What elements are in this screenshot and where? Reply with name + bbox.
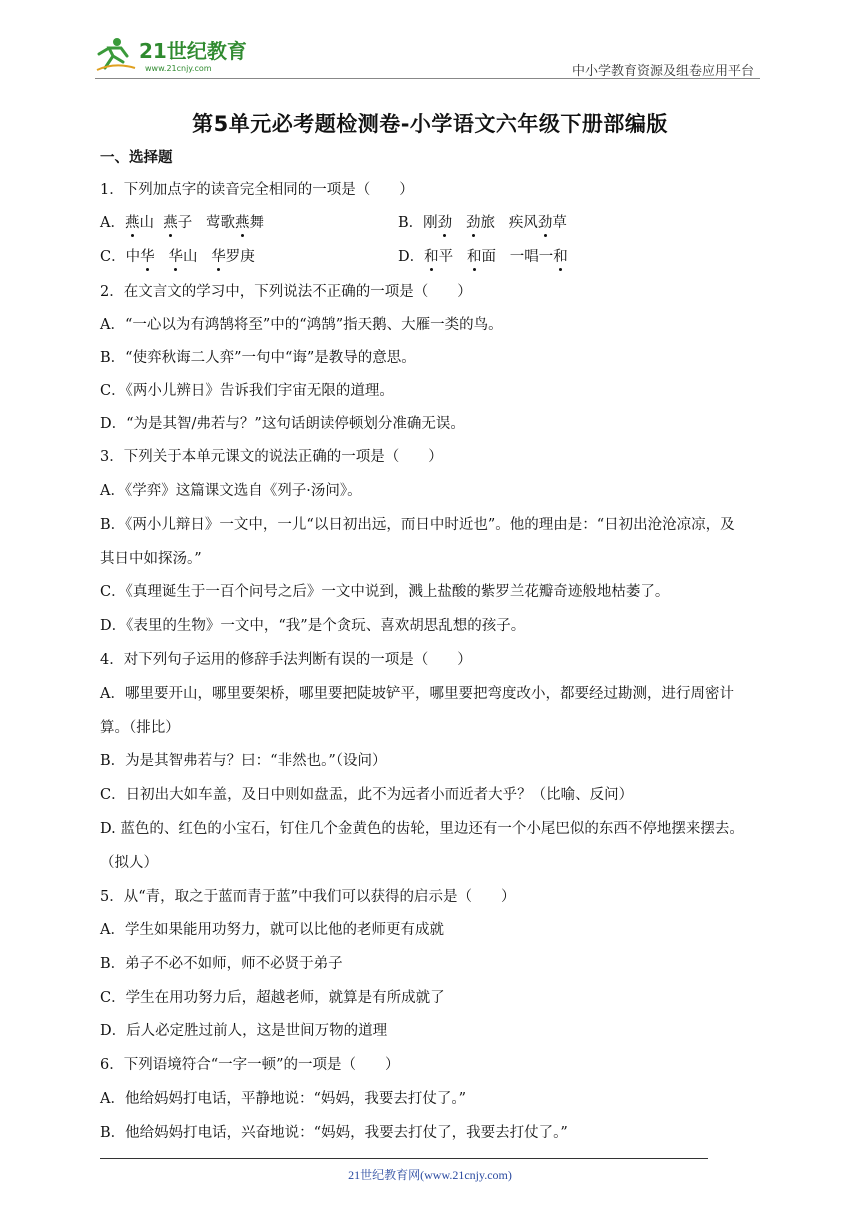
- q4-option-a: A．哪里要开山，哪里要架桥，哪里要把陡坡铲平，哪里要把弯度改小，都要经过勘测，进行周密计: [100, 686, 734, 702]
- q3-option-c: C．《真理诞生于一百个问号之后》一文中说到，溅上盐酸的紫罗兰花瓣奇迹般地枯萎了。: [100, 584, 670, 600]
- q1-option-c: C．中华 华山 华罗庚: [100, 245, 255, 266]
- header-divider: [95, 78, 760, 79]
- logo: [95, 34, 265, 74]
- logo-url: www.21cnjy.com: [145, 64, 212, 73]
- question-6: 6．下列语境符合“一字一顿”的一项是（ ）: [100, 1057, 400, 1073]
- q4-option-d: D. 蓝色的、红色的小宝石，钉住几个金黄色的齿轮，里边还有一个小尾巴似的东西不停地摆来摆去。: [100, 821, 744, 837]
- page-header: [95, 30, 760, 80]
- footer-text: 21世纪教育网(www.21cnjy.com): [348, 1168, 512, 1182]
- section-heading: 一、选择题: [100, 150, 173, 166]
- page-title: 第5单元必考题检测卷-小学语文六年级下册部编版: [192, 112, 668, 136]
- q5-option-a: A．学生如果能用功努力，就可以比他的老师更有成就: [100, 922, 444, 938]
- q3-option-a: A．《学弈》这篇课文选自《列子·汤问》。: [100, 483, 362, 499]
- q1-option-b: B．刚劲 劲旅 疾风劲草: [398, 211, 567, 232]
- q5-option-d: D．后人必定胜过前人，这是世间万物的道理: [100, 1023, 388, 1039]
- question-5: 5．从“青，取之于蓝而青于蓝”中我们可以获得的启示是（ ）: [100, 889, 516, 905]
- q1-option-d: D．和平 和面 一唱一和: [398, 245, 568, 266]
- q2-option-a: A．“一心以为有鸿鹄将至”中的“鸿鹄”指天鹅、大雁一类的鸟。: [100, 317, 503, 333]
- q4-option-a-cont: 算。（排比）: [100, 720, 180, 736]
- footer-divider: [100, 1158, 708, 1159]
- q2-option-c: C．《两小儿辨日》告诉我们宇宙无限的道理。: [100, 383, 394, 399]
- q4-option-c: C．日初出大如车盖，及日中则如盘盂，此不为远者小而近者大乎？（比喻、反问）: [100, 787, 634, 803]
- q3-option-b-cont: 其日中如探汤。”: [100, 551, 202, 567]
- header-platform-text: 中小学教育资源及组卷应用平台: [571, 64, 754, 79]
- question-3: 3．下列关于本单元课文的说法正确的一项是（ ）: [100, 449, 443, 465]
- q5-option-b: B．弟子不必不如师，师不必贤于弟子: [100, 956, 343, 972]
- q3-option-d: D．《表里的生物》一文中，“我”是个贪玩、喜欢胡思乱想的孩子。: [100, 618, 526, 634]
- q4-option-d-cont: （拟人）: [100, 855, 158, 871]
- q5-option-c: C．学生在用功努力后，超越老师，就算是有所成就了: [100, 990, 445, 1006]
- q2-option-d: D．“为是其智/弗若与？”这句话朗读停顿划分准确无误。: [100, 416, 465, 432]
- q3-option-b: B．《两小儿辩日》一文中，一儿“以日初出远，而日中时近也”。他的理由是：“日初出沧沧凉凉，及: [100, 517, 735, 533]
- q2-option-b: B．“使弈秋诲二人弈”一句中“诲”是教导的意思。: [100, 350, 416, 366]
- runner-icon: [97, 38, 135, 70]
- q1-option-a: A．燕山 燕子 莺歌燕舞: [100, 211, 264, 232]
- logo-text: 21世纪教育: [139, 39, 247, 63]
- q6-option-b: B．他给妈妈打电话，兴奋地说：“妈妈，我要去打仗了，我要去打仗了。”: [100, 1125, 568, 1141]
- question-1: 1．下列加点字的读音完全相同的一项是（ ）: [100, 182, 414, 198]
- question-4: 4．对下列句子运用的修辞手法判断有误的一项是（ ）: [100, 652, 472, 668]
- q4-option-b: B．为是其智弗若与？曰：“非然也。”（设问）: [100, 753, 387, 769]
- q6-option-a: A．他给妈妈打电话，平静地说：“妈妈，我要去打仗了。”: [100, 1091, 467, 1107]
- question-2: 2．在文言文的学习中，下列说法不正确的一项是（ ）: [100, 284, 472, 300]
